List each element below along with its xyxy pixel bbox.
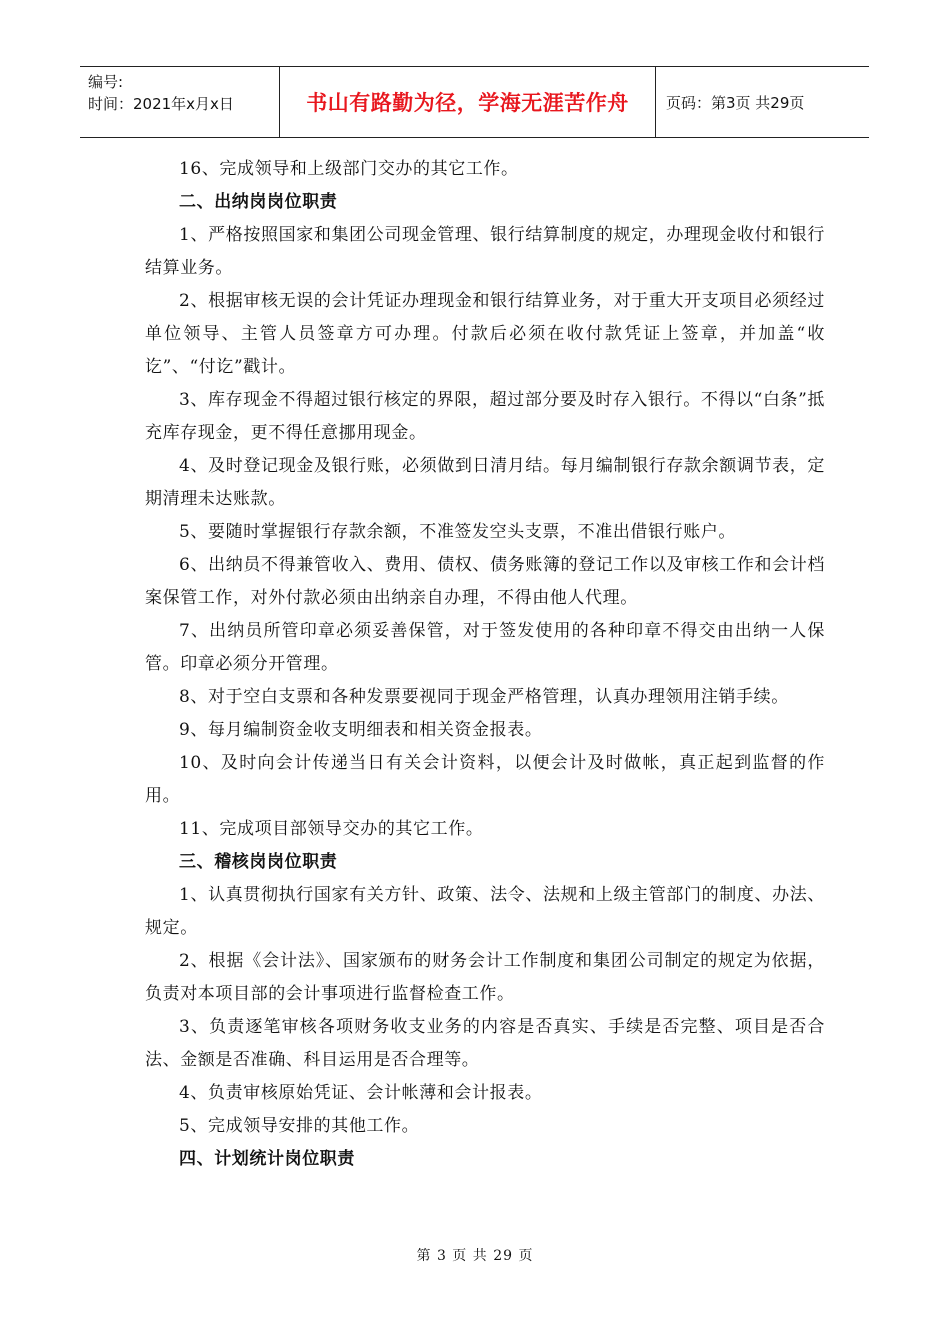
paragraph: 4、及时登记现金及银行账，必须做到日清月结。每月编制银行存款余额调节表，定期清理未达账款。 [145, 456, 825, 509]
section-heading: 三、稽核岗岗位职责 [179, 852, 338, 872]
paragraph: 11、完成项目部领导交办的其它工作。 [179, 819, 484, 839]
header-meta [80, 67, 280, 137]
document-number-label: 编号: [88, 73, 124, 91]
document-header [80, 66, 869, 138]
document-time-label: 时间：2021年x月x日 [88, 95, 234, 113]
paragraph: 2、根据《会计法》、国家颁布的财务会计工作制度和集团公司制定的规定为依据，负责对本项目部的会计事项进行监督检查工作。 [145, 951, 825, 1004]
paragraph: 5、完成领导安排的其他工作。 [179, 1116, 420, 1136]
header-page-label: 页码：第3页 共29页 [666, 93, 805, 112]
paragraph: 5、要随时掌握银行存款余额，不准签发空头支票，不准出借银行账户。 [179, 522, 737, 542]
paragraph: 6、出纳员不得兼管收入、费用、债权、债务账簿的登记工作以及审核工作和会计档案保管工作，对外付款必须由出纳亲自办理，不得由他人代理。 [145, 555, 825, 608]
section-heading: 二、出纳岗岗位职责 [179, 192, 338, 212]
header-motto: 书山有路勤为径，学海无涯苦作舟 [280, 67, 656, 137]
paragraph: 3、负责逐笔审核各项财务收支业务的内容是否真实、手续是否完整、项目是否合法、金额是否准确、科目运用是否合理等。 [145, 1017, 825, 1070]
section-heading: 四、计划统计岗位职责 [179, 1149, 355, 1169]
page-footer: 第 3 页 共 29 页 [416, 1248, 534, 1264]
document-body [145, 153, 825, 1176]
paragraph: 16、完成领导和上级部门交办的其它工作。 [179, 159, 519, 179]
paragraph: 9、每月编制资金收支明细表和相关资金报表。 [179, 720, 543, 740]
paragraph: 2、根据审核无误的会计凭证办理现金和银行结算业务，对于重大开支项目必须经过单位领导、主管人员签章方可办理。付款后必须在收付款凭证上签章，并加盖“收讫”、“付讫”戳计。 [145, 291, 825, 377]
paragraph: 1、认真贯彻执行国家有关方针、政策、法令、法规和上级主管部门的制度、办法、规定。 [145, 885, 825, 938]
paragraph: 8、对于空白支票和各种发票要视同于现金严格管理，认真办理领用注销手续。 [179, 687, 789, 707]
paragraph: 1、严格按照国家和集团公司现金管理、银行结算制度的规定，办理现金收付和银行结算业务。 [145, 225, 825, 278]
paragraph: 4、负责审核原始凭证、会计帐薄和会计报表。 [179, 1083, 543, 1103]
paragraph: 7、出纳员所管印章必须妥善保管，对于签发使用的各种印章不得交由出纳一人保管。印章必须分开管理。 [145, 621, 825, 674]
paragraph: 3、库存现金不得超过银行核定的界限，超过部分要及时存入银行。不得以“白条”抵充库存现金，更不得任意挪用现金。 [145, 390, 825, 443]
paragraph: 10、及时向会计传递当日有关会计资料，以便会计及时做帐，真正起到监督的作用。 [145, 753, 825, 806]
